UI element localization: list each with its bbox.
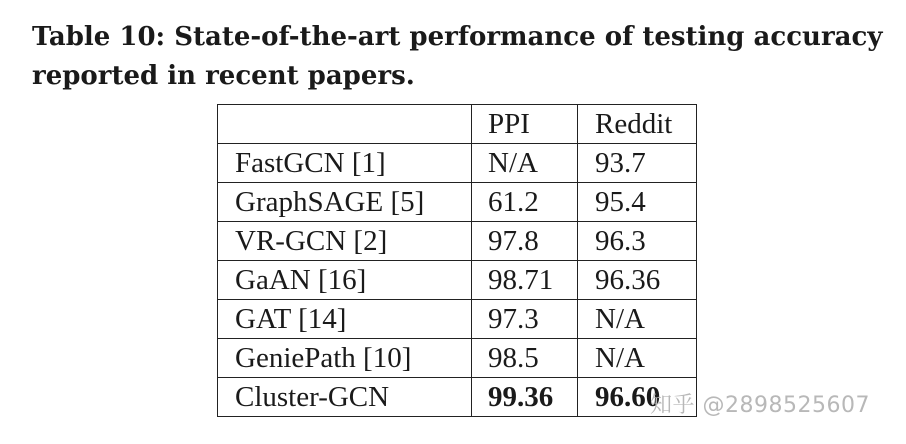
table-row: [218, 300, 697, 339]
reddit-cell: N/A: [578, 300, 697, 339]
reddit-cell: 96.36: [578, 261, 697, 300]
table-row: [218, 144, 697, 183]
ppi-cell: 97.8: [472, 222, 578, 261]
method-cell: VR-GCN [2]: [218, 222, 472, 261]
ppi-cell-best: 99.36: [472, 378, 578, 417]
method-cell: GAT [14]: [218, 300, 472, 339]
table-row: [218, 261, 697, 300]
method-cell: GraphSAGE [5]: [218, 183, 472, 222]
table-caption: [32, 18, 883, 96]
ppi-cell: N/A: [472, 144, 578, 183]
ppi-cell: 97.3: [472, 300, 578, 339]
ppi-cell: 98.71: [472, 261, 578, 300]
method-cell: GeniePath [10]: [218, 339, 472, 378]
header-cell-reddit: Reddit: [578, 105, 697, 144]
ppi-cell: 98.5: [472, 339, 578, 378]
table-row: [218, 222, 697, 261]
caption-line-2: reported in recent papers.: [32, 61, 415, 91]
table-row: [218, 339, 697, 378]
method-cell: GaAN [16]: [218, 261, 472, 300]
reddit-cell: N/A: [578, 339, 697, 378]
method-cell: FastGCN [1]: [218, 144, 472, 183]
caption-line-1: Table 10: State-of-the-art performance of testing accuracy: [32, 22, 883, 52]
header-cell-ppi: PPI: [472, 105, 578, 144]
header-cell-method: [218, 105, 472, 144]
results-table: [217, 104, 697, 417]
ppi-cell: 61.2: [472, 183, 578, 222]
table-row: [218, 183, 697, 222]
reddit-cell: 93.7: [578, 144, 697, 183]
reddit-cell: 95.4: [578, 183, 697, 222]
method-cell: Cluster-GCN: [218, 378, 472, 417]
reddit-cell: 96.3: [578, 222, 697, 261]
table-row-highlighted: [218, 378, 697, 417]
table-header-row: [218, 105, 697, 144]
watermark: 知乎 @2898525607: [650, 393, 870, 418]
reddit-cell-best: 96.60: [578, 378, 697, 417]
